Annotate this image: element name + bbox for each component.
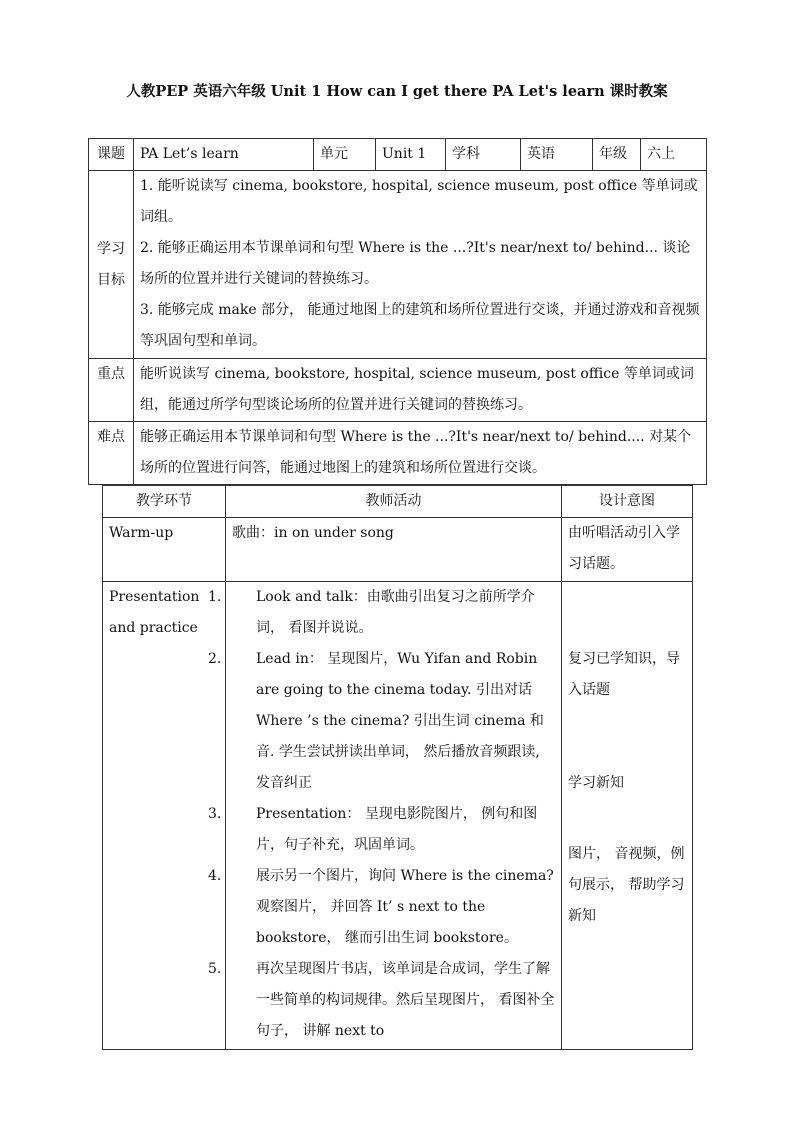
- intent-item: 图片， 音视频，例句展示， 帮助学习新知: [568, 846, 685, 924]
- step-item: 1. Look and talk：由歌曲引出复习之前所学介词， 看图并说说。: [208, 589, 535, 636]
- lesson-label: 课题: [89, 139, 134, 171]
- goals-content: [134, 171, 707, 359]
- difficult-points-text: 能够正确运用本节课单词和句型 Where is the ...?It's near/next to/ behind.... 对某个场所的位置进行问答，能通过地图上的建筑和场所位置进行交谈。: [134, 422, 707, 485]
- header-intent: 设计意图: [562, 486, 693, 518]
- step-item: 3. Presentation： 呈现电影院图片， 例句和图片，句子补充，巩固单词。: [208, 806, 538, 853]
- intent-item: 复习已学知识，导入话题: [568, 651, 680, 698]
- step-item: 5. 再次呈现图片书店，该单词是合成词，学生了解一些简单的构词规律。然后呈现图片， 看图补全句子， 讲解 next to: [208, 961, 555, 1039]
- header-activity: 教师活动: [226, 486, 562, 518]
- step-item: 2. Lead in： 呈现图片，Wu Yifan and Robin are going to the cinema today. 引出对话 Where ’s the cinema? 引出生词 cinema 和音. 学生尝试拼读出单词， 然后播放音频跟读, 发音纠正: [208, 651, 544, 791]
- warmup-intent: 由听唱活动引入学习话题。: [562, 518, 693, 582]
- goals-label-line1: 学习: [97, 240, 125, 257]
- document-title: 人教PEP 英语六年级 Unit 1 How can I get there PA Let's learn 课时教案: [126, 83, 668, 100]
- warmup-activity: 歌曲：in on under song: [226, 518, 562, 582]
- subject-value: 英语: [521, 139, 593, 171]
- goal-item: 1. 能听说读写 cinema, bookstore, hospital, science museum, post office 等单词或词组。: [140, 178, 698, 225]
- goals-label-line2: 目标: [97, 271, 125, 288]
- step-item: 4. 展示另一个图片，询问 Where is the cinema? 观察图片， 并回答 It’ s next to the bookstore， 继而引出生词 bookstore。: [208, 868, 554, 946]
- presentation-intent: [562, 582, 693, 1050]
- header-stage: 教学环节: [103, 486, 226, 518]
- presentation-stage: Presentation and practice: [103, 582, 226, 1050]
- intent-item: 学习新知: [568, 775, 624, 791]
- goals-label: [89, 171, 134, 359]
- presentation-activity: [208, 582, 562, 1050]
- unit-label: 单元: [314, 139, 376, 171]
- lesson-value: PA Let’s learn: [134, 139, 314, 171]
- difficult-points-label: 难点: [89, 422, 134, 485]
- subject-label: 学科: [446, 139, 521, 171]
- grade-label: 年级: [593, 139, 641, 171]
- goal-item: 3. 能够完成 make 部分， 能通过地图上的建筑和场所位置进行交谈，并通过游戏和音视频等巩固句型和单词。: [140, 302, 700, 349]
- warmup-stage: Warm-up: [103, 518, 226, 582]
- key-points-label: 重点: [89, 359, 134, 422]
- unit-value: Unit 1: [376, 139, 446, 171]
- teaching-process-table: [102, 485, 693, 1050]
- key-points-text: 能听说读写 cinema, bookstore, hospital, science museum, post office 等单词或词组，能通过所学句型谈论场所的位置并进行关键词的替换练习。: [134, 359, 707, 422]
- goal-item: 2. 能够正确运用本节课单词和句型 Where is the ...?It's near/next to/ behind... 谈论场所的位置并进行关键词的替换练习。: [140, 240, 691, 287]
- lesson-info-table: [88, 138, 707, 485]
- grade-value: 六上: [641, 139, 707, 171]
